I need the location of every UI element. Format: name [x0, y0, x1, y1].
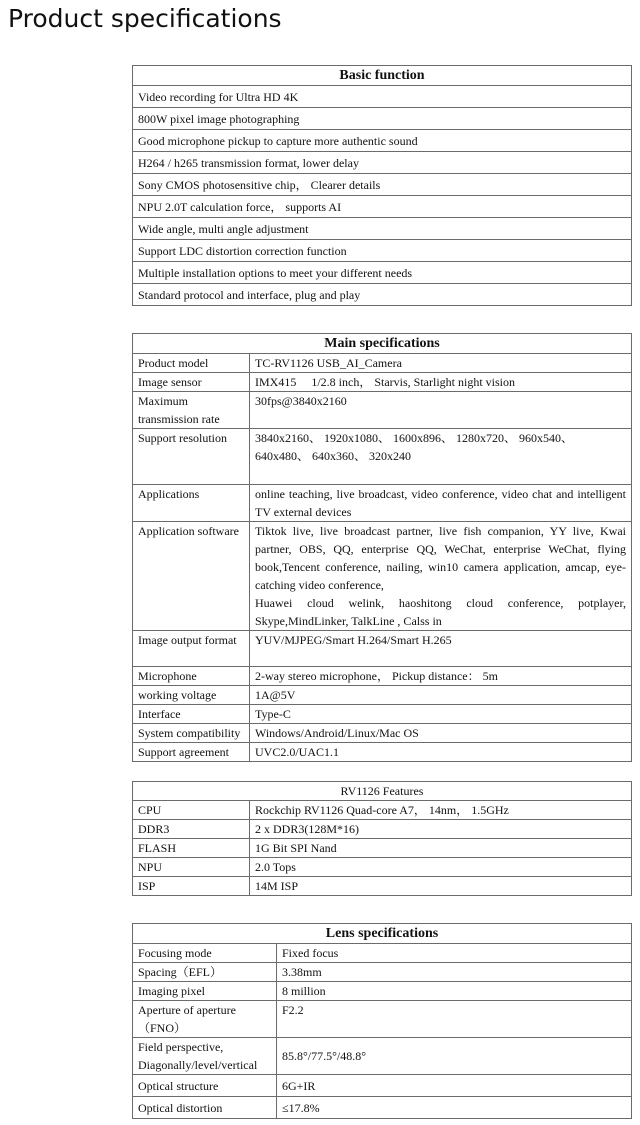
table-row — [133, 485, 632, 522]
table-row — [133, 240, 632, 262]
table-row — [133, 963, 632, 982]
spec-value: 1A@5V — [250, 686, 632, 705]
table-header-row — [133, 924, 632, 944]
spec-key: Optical distortion — [133, 1097, 277, 1119]
spec-value: 8 million — [277, 982, 632, 1001]
table-title: Basic function — [133, 66, 632, 86]
spec-key: Image output format — [133, 631, 250, 667]
table-header-row — [133, 782, 632, 801]
spec-value: 2 x DDR3(128M*16) — [250, 820, 632, 839]
spec-value: 2-way stereo microphone， Pickup distance： 5m — [250, 667, 632, 686]
spec-key: NPU — [133, 858, 250, 877]
feature-item: Video recording for Ultra HD 4K — [133, 86, 632, 108]
rv1126-features-table — [132, 781, 632, 896]
feature-item: Standard protocol and interface, plug and play — [133, 284, 632, 306]
table-header-row — [133, 334, 632, 354]
spec-key: FLASH — [133, 839, 250, 858]
spec-key: Support resolution — [133, 429, 250, 485]
table-row — [133, 631, 632, 667]
spec-key: Field perspective, Diagonally/level/vertical — [133, 1038, 277, 1075]
spec-value: Fixed focus — [277, 944, 632, 963]
table-row — [133, 218, 632, 240]
spec-key: Focusing mode — [133, 944, 277, 963]
table-row — [133, 108, 632, 130]
spec-key: Microphone — [133, 667, 250, 686]
spec-key: Application software — [133, 522, 250, 631]
table-row — [133, 196, 632, 218]
spec-value: 3840x2160、 1920x1080、 1600x896、 1280x720、 960x540、 640x480、 640x360、 320x240 — [250, 429, 632, 485]
spec-value: TC-RV1126 USB_AI_Camera — [250, 354, 632, 373]
spec-value: online teaching, live broadcast, video conference, video chat and intelligent TV external devices — [250, 485, 632, 522]
spec-key: Applications — [133, 485, 250, 522]
spec-value: 30fps@3840x2160 — [250, 392, 632, 429]
table-row — [133, 839, 632, 858]
table-row — [133, 1097, 632, 1119]
spec-key: Aperture of aperture（FNO） — [133, 1001, 277, 1038]
spec-value: Type-C — [250, 705, 632, 724]
feature-item: H264 / h265 transmission format, lower delay — [133, 152, 632, 174]
feature-item: Wide angle, multi angle adjustment — [133, 218, 632, 240]
spec-value: ≤17.8% — [277, 1097, 632, 1119]
feature-item: NPU 2.0T calculation force， supports AI — [133, 196, 632, 218]
spec-key: DDR3 — [133, 820, 250, 839]
table-header-row — [133, 66, 632, 86]
feature-item: Sony CMOS photosensitive chip， Clearer details — [133, 174, 632, 196]
table-row — [133, 174, 632, 196]
table-row — [133, 724, 632, 743]
feature-item: Support LDC distortion correction function — [133, 240, 632, 262]
feature-item: 800W pixel image photographing — [133, 108, 632, 130]
table-row — [133, 152, 632, 174]
table-row — [133, 354, 632, 373]
spec-key: System compatibility — [133, 724, 250, 743]
basic-function-table — [132, 65, 632, 306]
table-row — [133, 667, 632, 686]
table-row — [133, 1038, 632, 1075]
spec-key: Maximum transmission rate — [133, 392, 250, 429]
table-row — [133, 705, 632, 724]
table-row — [133, 686, 632, 705]
table-row — [133, 86, 632, 108]
spec-key: ISP — [133, 877, 250, 896]
spec-key: Interface — [133, 705, 250, 724]
table-title: Lens specifications — [133, 924, 632, 944]
table-row — [133, 982, 632, 1001]
table-row — [133, 429, 632, 485]
spec-value: 1G Bit SPI Nand — [250, 839, 632, 858]
table-row — [133, 373, 632, 392]
table-row — [133, 944, 632, 963]
spec-value: Windows/Android/Linux/Mac OS — [250, 724, 632, 743]
spec-value: 85.8°/77.5°/48.8° — [277, 1038, 632, 1075]
software-list: Tiktok live, live broadcast partner, live fish companion, YY live, Kwai partner, OBS, QQ, enterprise QQ, WeChat, enterprise WeChat, flying book,Tencent conference, nailing, win10 camera application, amcap, eye-catching video conference, — [255, 524, 626, 592]
spec-key: Imaging pixel — [133, 982, 277, 1001]
table-row — [133, 743, 632, 762]
feature-item: Good microphone pickup to capture more authentic sound — [133, 130, 632, 152]
table-row — [133, 858, 632, 877]
spec-value: Rockchip RV1126 Quad-core A7， 14nm， 1.5GHz — [250, 801, 632, 820]
software-list-continued: Huawei cloud welink, haoshitong cloud conference, potplayer, Skype,MindLinker, TalkLine , Calss in — [255, 596, 626, 628]
spec-value: 3.38mm — [277, 963, 632, 982]
table-title: Main specifications — [133, 334, 632, 354]
spec-value — [250, 522, 632, 631]
spec-key: Support agreement — [133, 743, 250, 762]
table-row — [133, 1001, 632, 1038]
spec-key: working voltage — [133, 686, 250, 705]
table-row — [133, 820, 632, 839]
table-row — [133, 1075, 632, 1097]
spec-value: 2.0 Tops — [250, 858, 632, 877]
spec-key: Product model — [133, 354, 250, 373]
table-row — [133, 392, 632, 429]
table-row — [133, 284, 632, 306]
feature-item: Multiple installation options to meet your different needs — [133, 262, 632, 284]
table-row — [133, 130, 632, 152]
spec-key: CPU — [133, 801, 250, 820]
spec-key: Image sensor — [133, 373, 250, 392]
spec-value: F2.2 — [277, 1001, 632, 1038]
spec-value: IMX415 1/2.8 inch， Starvis, Starlight night vision — [250, 373, 632, 392]
spec-value: YUV/MJPEG/Smart H.264/Smart H.265 — [250, 631, 632, 667]
table-row — [133, 801, 632, 820]
lens-specifications-table — [132, 923, 632, 1119]
spec-value: 14M ISP — [250, 877, 632, 896]
table-title: RV1126 Features — [133, 782, 632, 801]
spec-value: UVC2.0/UAC1.1 — [250, 743, 632, 762]
table-row — [133, 262, 632, 284]
main-specifications-table — [132, 333, 632, 762]
page-title: Product specifications — [8, 4, 282, 33]
table-row — [133, 522, 632, 631]
table-row — [133, 877, 632, 896]
spec-value: 6G+IR — [277, 1075, 632, 1097]
spec-key: Spacing（EFL） — [133, 963, 277, 982]
spec-key: Optical structure — [133, 1075, 277, 1097]
